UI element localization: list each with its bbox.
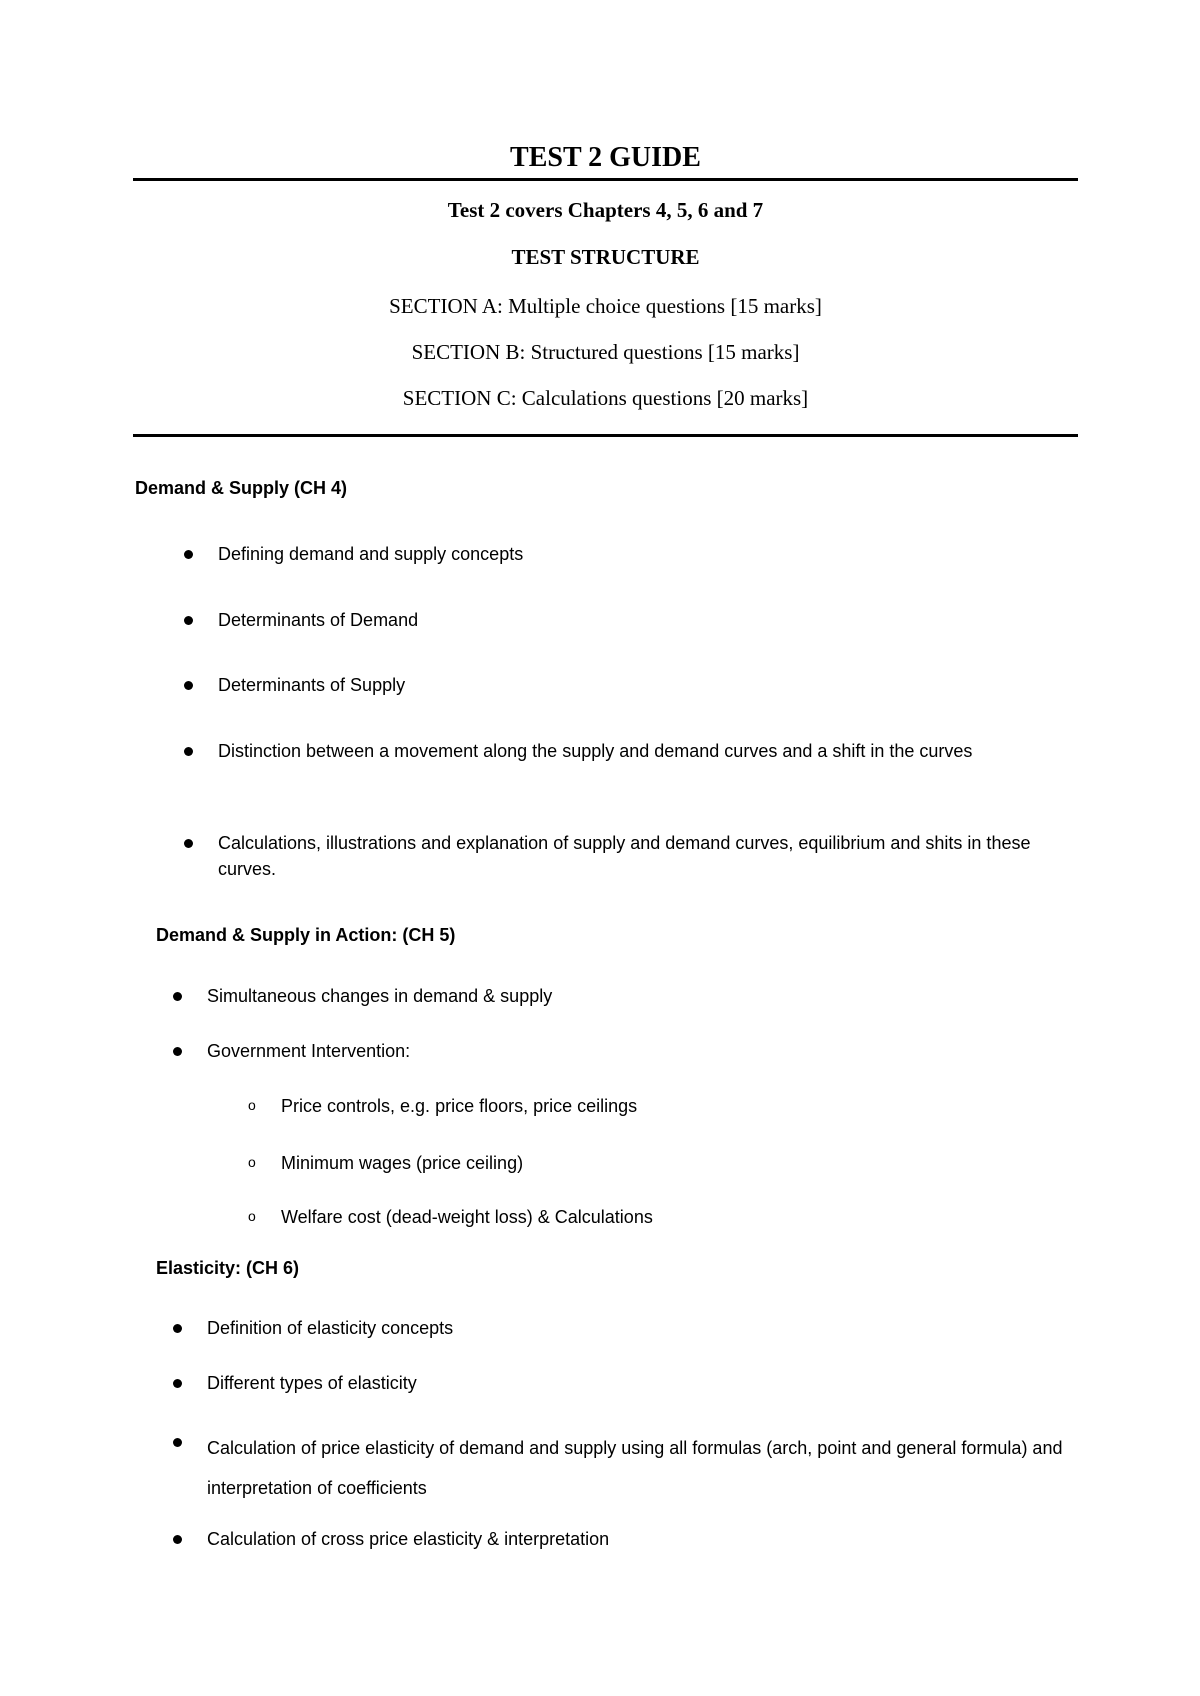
section-a-line: SECTION A: Multiple choice questions [15 marks]: [389, 294, 822, 318]
ch6-item: Calculation of cross price elasticity & interpretation: [207, 1529, 610, 1549]
sub-bullet-icon: o: [248, 1208, 256, 1224]
ch4-heading: Demand & Supply (CH 4): [135, 478, 348, 498]
ch6-item: Calculation of price elasticity of demand and supply using all formulas (arch, point and general formula) and interpretation of coefficients: [207, 1438, 1063, 1498]
sub-bullet-icon: o: [248, 1097, 256, 1113]
bullet-icon: [184, 550, 193, 559]
ch5-subitem: Minimum wages (price ceiling): [281, 1153, 524, 1173]
bullet-icon: [173, 1535, 182, 1544]
ch6-item: Different types of elasticity: [207, 1373, 417, 1393]
ch5-item: Simultaneous changes in demand & supply: [207, 986, 553, 1006]
ch5-item: Government Intervention:: [207, 1041, 411, 1061]
ch4-item: Calculations, illustrations and explanation of supply and demand curves, equilibrium and shits in these curves.: [218, 833, 1031, 879]
ch5-subitem: Price controls, e.g. price floors, price ceilings: [281, 1096, 638, 1116]
bullet-icon: [173, 1438, 182, 1447]
document-title: TEST 2 GUIDE: [510, 142, 701, 173]
bullet-icon: [173, 1379, 182, 1388]
bullet-icon: [184, 747, 193, 756]
ch5-subitem: Welfare cost (dead-weight loss) & Calculations: [281, 1207, 653, 1227]
bullet-icon: [184, 839, 193, 848]
top-divider: [133, 178, 1078, 181]
ch6-item: Definition of elasticity concepts: [207, 1318, 454, 1338]
ch4-item: Determinants of Supply: [218, 675, 406, 695]
test-structure-heading: TEST STRUCTURE: [511, 245, 700, 269]
bullet-icon: [184, 616, 193, 625]
bullet-icon: [184, 681, 193, 690]
ch4-item: Defining demand and supply concepts: [218, 544, 524, 564]
sub-bullet-icon: o: [248, 1154, 256, 1170]
bullet-icon: [173, 1324, 182, 1333]
section-b-line: SECTION B: Structured questions [15 marks]: [411, 340, 800, 364]
document-subtitle: Test 2 covers Chapters 4, 5, 6 and 7: [447, 198, 764, 222]
section-c-line: SECTION C: Calculations questions [20 marks]: [402, 386, 809, 410]
ch5-heading: Demand & Supply in Action: (CH 5): [156, 925, 456, 945]
bullet-icon: [173, 992, 182, 1001]
ch4-item: Determinants of Demand: [218, 610, 419, 630]
bottom-divider: [133, 434, 1078, 437]
ch4-item: Distinction between a movement along the supply and demand curves and a shift in the curves: [218, 741, 973, 761]
ch6-heading: Elasticity: (CH 6): [156, 1258, 300, 1278]
bullet-icon: [173, 1047, 182, 1056]
